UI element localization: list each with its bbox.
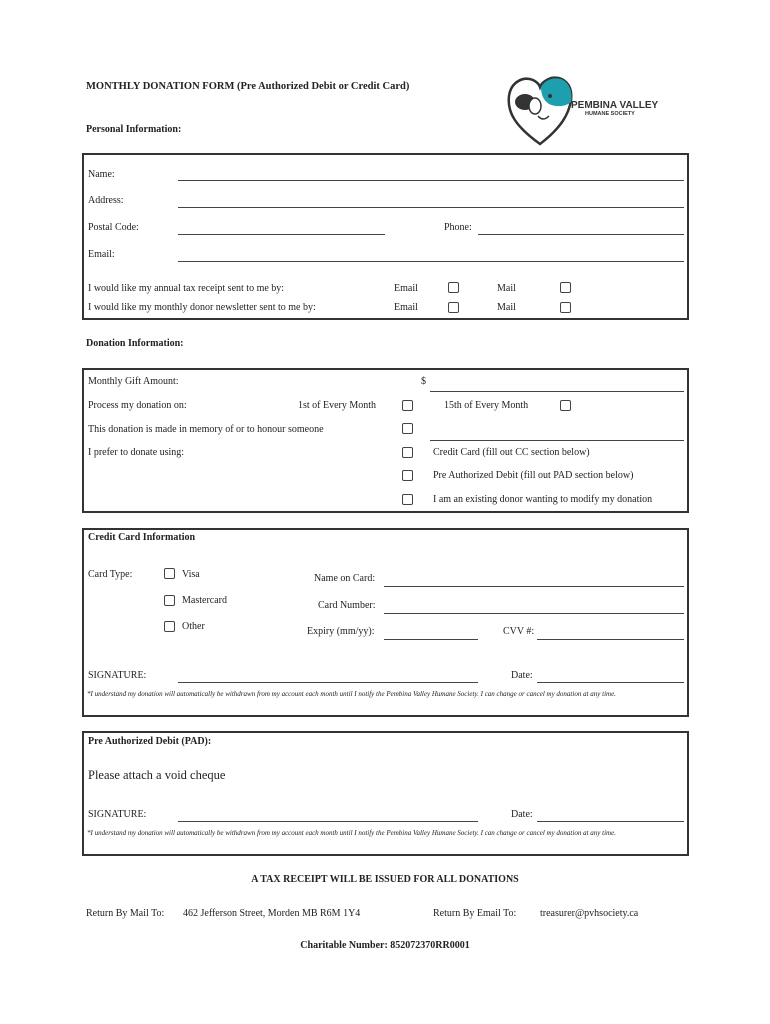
expiry-label: Expiry (mm/yy):: [307, 626, 375, 637]
postal-code-field[interactable]: [178, 234, 385, 235]
expiry-field[interactable]: [384, 639, 478, 640]
donation-heading: Donation Information:: [86, 338, 184, 349]
heart-pet-icon: [505, 70, 575, 148]
existing-donor-checkbox[interactable]: [402, 494, 413, 505]
personal-info-section: [82, 153, 689, 320]
first-of-month-label: 1st of Every Month: [298, 400, 377, 411]
email-return-label: Return By Email To:: [433, 908, 517, 919]
logo-subtitle: HUMANE SOCIETY: [585, 111, 635, 117]
visa-checkbox[interactable]: [164, 568, 175, 579]
name-on-card-field[interactable]: [384, 586, 684, 587]
pad-signature-field[interactable]: [178, 821, 478, 822]
cvv-label: CVV #:: [503, 626, 535, 637]
cc-signature-label: SIGNATURE:: [88, 670, 147, 681]
form-title: MONTHLY DONATION FORM (Pre Authorized Debit or Credit Card): [86, 81, 410, 92]
charitable-number: Charitable Number: 852072370RR0001: [300, 940, 470, 951]
other-card-checkbox[interactable]: [164, 621, 175, 632]
card-number-field[interactable]: [384, 613, 684, 614]
cc-date-label: Date:: [511, 670, 533, 681]
card-type-label: Card Type:: [88, 569, 133, 580]
credit-card-heading: Credit Card Information: [88, 532, 196, 543]
tax-receipt-label: I would like my annual tax receipt sent to me by:: [88, 283, 285, 294]
personal-heading: Personal Information:: [86, 124, 182, 135]
cvv-field[interactable]: [537, 639, 684, 640]
tax-receipt-mail-checkbox[interactable]: [560, 282, 571, 293]
first-of-month-checkbox[interactable]: [402, 400, 413, 411]
newsletter-mail-label: Mail: [497, 302, 516, 313]
memory-name-field[interactable]: [430, 440, 684, 441]
newsletter-email-label: Email: [394, 302, 418, 313]
prefer-label: I prefer to donate using:: [88, 447, 185, 458]
tax-notice: A TAX RECEIPT WILL BE ISSUED FOR ALL DONATIONS: [251, 874, 519, 885]
pad-disclaimer: *I understand my donation will automatically be withdrawn from my account each month until I notify the Pembina Valley Humane Society. I can change or cancel my donation at any time.: [87, 829, 616, 837]
tax-receipt-email-label: Email: [394, 283, 418, 294]
email-label: Email:: [88, 249, 115, 260]
tax-receipt-email-checkbox[interactable]: [448, 282, 459, 293]
process-label: Process my donation on:: [88, 400, 187, 411]
email-field[interactable]: [178, 261, 684, 262]
tax-receipt-mail-label: Mail: [497, 283, 516, 294]
fifteenth-of-month-label: 15th of Every Month: [444, 400, 529, 411]
newsletter-label: I would like my monthly donor newsletter sent to me by:: [88, 302, 316, 313]
pad-heading: Pre Authorized Debit (PAD):: [88, 736, 212, 747]
gift-amount-field[interactable]: [430, 391, 684, 392]
gift-amount-label: Monthly Gift Amount:: [88, 376, 179, 387]
currency-symbol: $: [421, 376, 426, 387]
mastercard-checkbox[interactable]: [164, 595, 175, 606]
phone-field[interactable]: [478, 234, 684, 235]
visa-label: Visa: [182, 569, 200, 580]
phone-label: Phone:: [444, 222, 472, 233]
pad-date-label: Date:: [511, 809, 533, 820]
address-field[interactable]: [178, 207, 684, 208]
name-field[interactable]: [178, 180, 684, 181]
credit-card-checkbox[interactable]: [402, 447, 413, 458]
memory-label: This donation is made in memory of or to honour someone: [88, 424, 324, 435]
memory-checkbox[interactable]: [402, 423, 413, 434]
other-card-label: Other: [182, 621, 205, 632]
address-label: Address:: [88, 195, 124, 206]
mastercard-label: Mastercard: [182, 595, 227, 606]
mail-address: 462 Jefferson Street, Morden MB R6M 1Y4: [183, 908, 361, 919]
logo-name: PEMBINA VALLEY: [571, 100, 659, 111]
pad-option-label: Pre Authorized Debit (fill out PAD section below): [433, 470, 634, 481]
pad-date-field[interactable]: [537, 821, 684, 822]
mail-label: Return By Mail To:: [86, 908, 165, 919]
cc-date-field[interactable]: [537, 682, 684, 683]
newsletter-mail-checkbox[interactable]: [560, 302, 571, 313]
void-cheque-note: Please attach a void cheque: [88, 768, 226, 782]
name-on-card-label: Name on Card:: [314, 573, 376, 584]
cc-disclaimer: *I understand my donation will automatically be withdrawn from my account each month until I notify the Pembina Valley Humane Society. I can change or cancel my donation at any time.: [87, 690, 616, 698]
fifteenth-of-month-checkbox[interactable]: [560, 400, 571, 411]
pad-checkbox[interactable]: [402, 470, 413, 481]
name-label: Name:: [88, 169, 115, 180]
credit-card-option-label: Credit Card (fill out CC section below): [433, 447, 590, 458]
email-return-address[interactable]: treasurer@pvhsociety.ca: [540, 908, 639, 919]
newsletter-email-checkbox[interactable]: [448, 302, 459, 313]
card-number-label: Card Number:: [318, 600, 376, 611]
pad-signature-label: SIGNATURE:: [88, 809, 147, 820]
logo: [505, 70, 665, 150]
existing-donor-label: I am an existing donor wanting to modify my donation: [433, 494, 653, 505]
cc-signature-field[interactable]: [178, 682, 478, 683]
postal-code-label: Postal Code:: [88, 222, 139, 233]
